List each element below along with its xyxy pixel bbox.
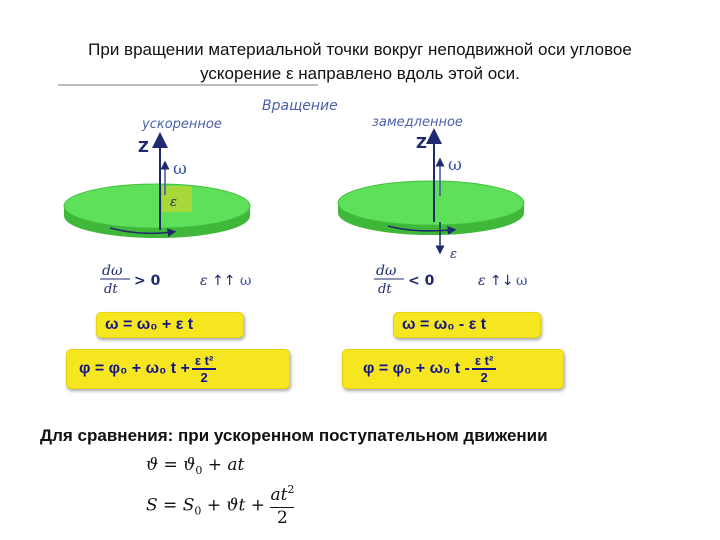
- right-phi-text: φ = φ₀ + ω₀ t -: [363, 360, 470, 377]
- left-omega-formula: [96, 312, 244, 338]
- left-phi-fraction: [192, 354, 216, 384]
- title-line-2: ускорение ε направлено вдоль этой оси.: [200, 64, 520, 83]
- right-derivative: [374, 263, 527, 297]
- rotation-heading: Вращение: [262, 98, 338, 114]
- left-dt: dt: [104, 282, 118, 297]
- right-epsilon-label: ε: [450, 247, 457, 262]
- left-dir-arrows: ↑↑: [212, 273, 236, 289]
- distance-formula-main: S = S: [146, 495, 195, 516]
- right-phi-denominator: 2: [480, 370, 488, 385]
- right-label: замедленное: [372, 115, 463, 130]
- velocity-formula: [146, 455, 244, 477]
- right-phi-numerator: ε t²: [474, 353, 494, 368]
- velocity-formula-sub: 0: [195, 464, 203, 477]
- distance-numerator: at: [270, 485, 288, 505]
- velocity-formula-main: ϑ = ϑ: [146, 455, 196, 475]
- left-phi-numerator: ε t²: [194, 353, 214, 368]
- right-z-label: Z: [416, 134, 427, 152]
- right-dir-epsilon: ε: [478, 273, 486, 289]
- right-dt: dt: [378, 282, 392, 297]
- right-disk-group: [338, 134, 524, 262]
- left-domega: dω: [102, 263, 123, 279]
- distance-formula-sub: 0: [194, 504, 202, 518]
- right-phi-fraction: [472, 354, 496, 384]
- right-condition: < 0: [408, 273, 435, 289]
- left-disk-top: [64, 184, 250, 228]
- distance-formula-rest: + ϑt +: [201, 495, 266, 516]
- right-omega-text: ω = ω₀ - ε t: [402, 316, 487, 333]
- right-phi-formula: [342, 349, 564, 389]
- left-omega-text: ω = ω₀ + ε t: [105, 316, 194, 333]
- right-omega-label: ω: [448, 155, 462, 175]
- left-dir-epsilon: ε: [200, 273, 208, 289]
- left-disk-group: [64, 138, 250, 238]
- left-phi-formula: [66, 349, 290, 389]
- left-derivative: [100, 263, 251, 297]
- left-epsilon-highlight: [162, 186, 192, 212]
- title-line-1: При вращении материальной точки вокруг неподвижной оси угловое: [88, 40, 632, 59]
- right-domega: dω: [376, 263, 397, 279]
- left-label: ускоренное: [142, 117, 222, 132]
- left-z-label: Z: [138, 138, 149, 156]
- right-omega-formula: [393, 312, 541, 338]
- right-dir-arrows: ↑↓: [490, 273, 514, 289]
- distance-denominator: 2: [277, 507, 288, 528]
- right-dir-omega: ω: [516, 273, 528, 289]
- left-phi-denominator: 2: [200, 370, 208, 385]
- distance-formula: [146, 484, 294, 528]
- left-epsilon-label: ε: [170, 195, 177, 210]
- right-disk-top: [338, 181, 524, 225]
- left-condition: > 0: [134, 273, 161, 289]
- distance-numerator-exp: 2: [287, 483, 295, 496]
- velocity-formula-rest: + at: [202, 455, 245, 475]
- left-phi-text: φ = φ₀ + ω₀ t +: [79, 360, 190, 377]
- left-dir-omega: ω: [240, 273, 252, 289]
- left-omega-label: ω: [173, 159, 187, 179]
- distance-fraction: [270, 484, 294, 528]
- comparison-text: Для сравнения: при ускоренном поступательном движении: [40, 426, 548, 445]
